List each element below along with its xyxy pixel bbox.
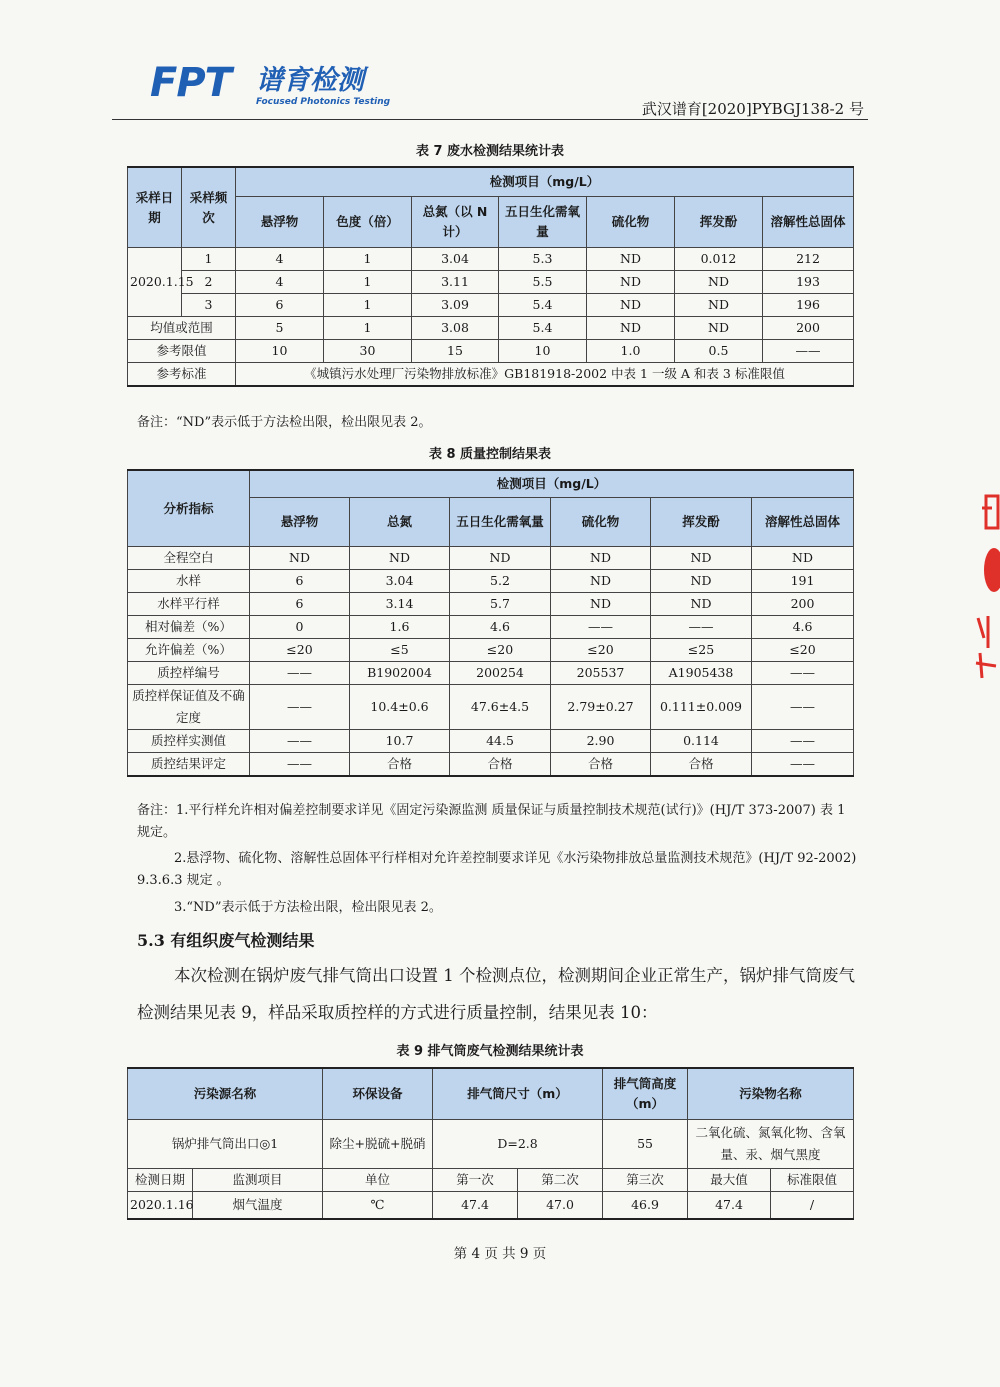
table-cell: 205537	[551, 662, 651, 685]
table9-sub-header: 第三次	[603, 1169, 688, 1192]
table7-col-header: 总氮（以 N 计）	[412, 197, 499, 248]
section-title: 5.3 有组织废气检测结果	[137, 931, 315, 950]
table-cell: 6	[236, 294, 324, 317]
table-row	[128, 685, 854, 730]
table-cell: /	[771, 1192, 854, 1220]
table-row	[128, 730, 854, 753]
table9-sub-header: 第一次	[433, 1169, 518, 1192]
table-cell: 3	[182, 294, 236, 317]
page-number: 第 4 页 共 9 页	[453, 1246, 547, 1262]
table-cell: 30	[324, 340, 412, 363]
table-cell: 5.3	[499, 248, 587, 271]
table7-caption: 表 7 废水检测结果统计表	[415, 144, 565, 159]
table-cell: 5.2	[450, 570, 551, 593]
table-cell: ——	[250, 662, 350, 685]
table-cell: 47.0	[518, 1192, 603, 1220]
table-cell: 5.4	[499, 294, 587, 317]
table9-sub-header: 监测项目	[193, 1169, 323, 1192]
table9-stack-height: 55	[603, 1120, 688, 1169]
table-cell: 200	[763, 317, 854, 340]
table8-row-label: 质控样保证值及不确定度	[128, 685, 250, 730]
table-cell: 212	[763, 248, 854, 271]
table9-header-source: 污染源名称	[128, 1068, 323, 1120]
table-cell: 2.90	[551, 730, 651, 753]
table7-standard-text: 《城镇污水处理厂污染物排放标准》GB181918-2002 中表 1 一级 A 和表 3 标准限值	[236, 363, 854, 387]
table8-header-index: 分析指标	[128, 470, 250, 547]
table-cell: ND	[450, 547, 551, 570]
table-cell: 196	[763, 294, 854, 317]
table-cell: 3.04	[412, 248, 499, 271]
table-row	[128, 593, 854, 616]
table7-header-frequency: 采样频次	[182, 167, 236, 248]
table-row	[128, 294, 854, 317]
table8-row-label: 水样	[128, 570, 250, 593]
table-cell: ——	[752, 753, 854, 777]
table7-header-items: 检测项目（mg/L）	[236, 167, 854, 197]
table-row	[128, 271, 854, 294]
table-row	[128, 753, 854, 777]
table-row	[128, 363, 854, 387]
table8-note-3: 3.“ND”表示低于方法检出限，检出限见表 2。	[174, 900, 442, 915]
table9-sub-header: 标准限值	[771, 1169, 854, 1192]
table7-col-header: 溶解性总固体	[763, 197, 854, 248]
table8-col-header: 悬浮物	[250, 498, 350, 547]
table-row	[128, 570, 854, 593]
table-cell: 2020.1.16	[128, 1192, 193, 1220]
table-cell: ND	[587, 294, 675, 317]
table7-limit-label: 参考限值	[128, 340, 236, 363]
table-cell: 47.4	[433, 1192, 518, 1220]
table9-header-pollutants: 污染物名称	[688, 1068, 854, 1120]
table-cell: ——	[752, 730, 854, 753]
table-cell: ≤20	[450, 639, 551, 662]
red-seal-stamp	[968, 488, 1000, 688]
table-cell: ——	[551, 616, 651, 639]
table7-note: 备注：“ND”表示低于方法检出限，检出限见表 2。	[137, 415, 432, 430]
table-cell: 10.4±0.6	[350, 685, 450, 730]
table-cell: 200	[752, 593, 854, 616]
table-cell: ND	[675, 317, 763, 340]
table9-header-size: 排气筒尺寸（m）	[433, 1068, 603, 1120]
table-cell: 5.4	[499, 317, 587, 340]
table-cell: 1.0	[587, 340, 675, 363]
table-cell: ——	[250, 685, 350, 730]
table-cell: ND	[651, 570, 752, 593]
table-cell: 10	[236, 340, 324, 363]
table-cell: 200254	[450, 662, 551, 685]
table8-note-1: 备注：1.平行样允许相对偏差控制要求详见《固定污染源监测 质量保证与质量控制技术规范(试行)》(HJ/T 373-2007) 表 1 规定。	[137, 803, 846, 840]
table-cell: ℃	[323, 1192, 433, 1220]
table-cell: 5	[236, 317, 324, 340]
table-row	[128, 547, 854, 570]
table-cell: 1	[182, 248, 236, 271]
table9-equipment: 除尘+脱硫+脱硝	[323, 1120, 433, 1169]
table7-sampling-date: 2020.1.15	[128, 248, 182, 317]
table-cell: ≤25	[651, 639, 752, 662]
table-cell: ND	[551, 547, 651, 570]
table-cell: ND	[350, 547, 450, 570]
table-cell: 1	[324, 248, 412, 271]
table7-standard-label: 参考标准	[128, 363, 236, 387]
table8-row-label: 相对偏差（%）	[128, 616, 250, 639]
table-cell: 4.6	[752, 616, 854, 639]
table-cell: 1	[324, 317, 412, 340]
table-cell: 47.4	[688, 1192, 771, 1220]
table8-col-header: 挥发酚	[651, 498, 752, 547]
table-cell: 6	[250, 593, 350, 616]
table-cell: ——	[250, 753, 350, 777]
table-row	[128, 340, 854, 363]
table-row	[128, 1120, 854, 1169]
table8-note-2: 2.悬浮物、硫化物、溶解性总固体平行样相对允许差控制要求详见《水污染物排放总量监测技术规范》(HJ/T 92-2002) 9.3.6.3 规定 。	[137, 851, 857, 888]
table-cell: 3.08	[412, 317, 499, 340]
company-logo	[150, 62, 410, 112]
table-cell: 4	[236, 271, 324, 294]
table8-row-label: 质控结果评定	[128, 753, 250, 777]
table-cell: 合格	[450, 753, 551, 777]
table-cell: ≤20	[250, 639, 350, 662]
table-row	[128, 248, 854, 271]
table-cell: ND	[551, 570, 651, 593]
report-number: 武汉谱育[2020]PYBGJ138-2 号	[641, 100, 864, 118]
table-cell: ≤20	[551, 639, 651, 662]
table9-sub-header: 第二次	[518, 1169, 603, 1192]
table8-row-label: 全程空白	[128, 547, 250, 570]
table-cell: A1905438	[651, 662, 752, 685]
table-cell: 烟气温度	[193, 1192, 323, 1220]
table-cell: ——	[250, 730, 350, 753]
table9-sub-header: 最大值	[688, 1169, 771, 1192]
table-cell: 3.09	[412, 294, 499, 317]
table-cell: ND	[675, 294, 763, 317]
table-row	[128, 639, 854, 662]
table-cell: ——	[752, 685, 854, 730]
table-cell: 44.5	[450, 730, 551, 753]
table9-header-equipment: 环保设备	[323, 1068, 433, 1120]
table-cell: 193	[763, 271, 854, 294]
table9-caption: 表 9 排气筒废气检测结果统计表	[396, 1044, 584, 1059]
table-cell: ≤20	[752, 639, 854, 662]
table-cell: 合格	[350, 753, 450, 777]
table-cell: 15	[412, 340, 499, 363]
table-cell: 3.11	[412, 271, 499, 294]
table-cell: 5.5	[499, 271, 587, 294]
table-cell: 0.012	[675, 248, 763, 271]
table-cell: 4	[236, 248, 324, 271]
table7-col-header: 挥发酚	[675, 197, 763, 248]
table-cell: 10	[499, 340, 587, 363]
table-cell: ND	[551, 593, 651, 616]
table-cell: 1	[324, 271, 412, 294]
table-cell: 10.7	[350, 730, 450, 753]
table8-row-label: 水样平行样	[128, 593, 250, 616]
table-row	[128, 317, 854, 340]
table-cell: B1902004	[350, 662, 450, 685]
table8-col-header: 五日生化需氧量	[450, 498, 551, 547]
logo-english-name: Focused Photonics Testing	[256, 97, 391, 107]
table-cell: ND	[587, 317, 675, 340]
table8-row-label: 质控样编号	[128, 662, 250, 685]
table7-col-header: 色度（倍）	[324, 197, 412, 248]
table7-mean-label: 均值或范围	[128, 317, 236, 340]
header-divider	[112, 119, 868, 120]
table8-col-header: 总氮	[350, 498, 450, 547]
table8-row-label: 允许偏差（%）	[128, 639, 250, 662]
section-paragraph: 本次检测在锅炉废气排气筒出口设置 1 个检测点位，检测期间企业正常生产，锅炉排气筒废气检测结果见表 9，样品采取质控样的方式进行质量控制，结果见表 10：	[137, 966, 855, 1022]
table-row	[128, 616, 854, 639]
table7-header-date: 采样日期	[128, 167, 182, 248]
table8-col-header: 硫化物	[551, 498, 651, 547]
table-cell: ND	[587, 271, 675, 294]
table-cell: 合格	[651, 753, 752, 777]
table-cell: 46.9	[603, 1192, 688, 1220]
table9-source-name: 锅炉排气筒出口◎1	[128, 1120, 323, 1169]
table-row	[128, 1169, 854, 1192]
table8-caption: 表 8 质量控制结果表	[428, 447, 552, 462]
table-cell: ——	[651, 616, 752, 639]
table-cell: ——	[763, 340, 854, 363]
table9-stack-size: D=2.8	[433, 1120, 603, 1169]
table-cell: 1.6	[350, 616, 450, 639]
table-row	[128, 1192, 854, 1220]
table-cell: ND	[651, 547, 752, 570]
table7-col-header: 悬浮物	[236, 197, 324, 248]
table9-exhaust-results	[127, 1067, 854, 1220]
table-cell: 0	[250, 616, 350, 639]
table7-col-header: 硫化物	[587, 197, 675, 248]
table-cell: 3.04	[350, 570, 450, 593]
logo-chinese-name: 谱育检测	[256, 65, 364, 96]
table-cell: 2.79±0.27	[551, 685, 651, 730]
table-cell: ND	[250, 547, 350, 570]
table-row	[128, 662, 854, 685]
table-cell: 1	[324, 294, 412, 317]
table-cell: 4.6	[450, 616, 551, 639]
table-cell: 0.111±0.009	[651, 685, 752, 730]
table-cell: ——	[752, 662, 854, 685]
table9-pollutant-list: 二氧化硫、氮氧化物、含氧量、汞、烟气黑度	[688, 1120, 854, 1169]
table-cell: ND	[675, 271, 763, 294]
table-cell: ND	[587, 248, 675, 271]
table-cell: ND	[651, 593, 752, 616]
table-cell: 5.7	[450, 593, 551, 616]
table9-sub-header: 单位	[323, 1169, 433, 1192]
table-cell: 47.6±4.5	[450, 685, 551, 730]
logo-mark: FPT	[150, 60, 231, 106]
table-cell: 0.114	[651, 730, 752, 753]
table-cell: ≤5	[350, 639, 450, 662]
table7-wastewater-results	[127, 166, 854, 387]
table-cell: 合格	[551, 753, 651, 777]
table8-header-items: 检测项目（mg/L）	[250, 470, 854, 498]
table-cell: 191	[752, 570, 854, 593]
table7-col-header: 五日生化需氧量	[499, 197, 587, 248]
table8-row-label: 质控样实测值	[128, 730, 250, 753]
table-cell: 2	[182, 271, 236, 294]
table-cell: 3.14	[350, 593, 450, 616]
table-cell: 6	[250, 570, 350, 593]
table8-quality-control	[127, 469, 854, 777]
table-cell: ND	[752, 547, 854, 570]
table8-col-header: 溶解性总固体	[752, 498, 854, 547]
table9-sub-header: 检测日期	[128, 1169, 193, 1192]
table-cell: 0.5	[675, 340, 763, 363]
table9-header-height: 排气筒高度（m）	[603, 1068, 688, 1120]
